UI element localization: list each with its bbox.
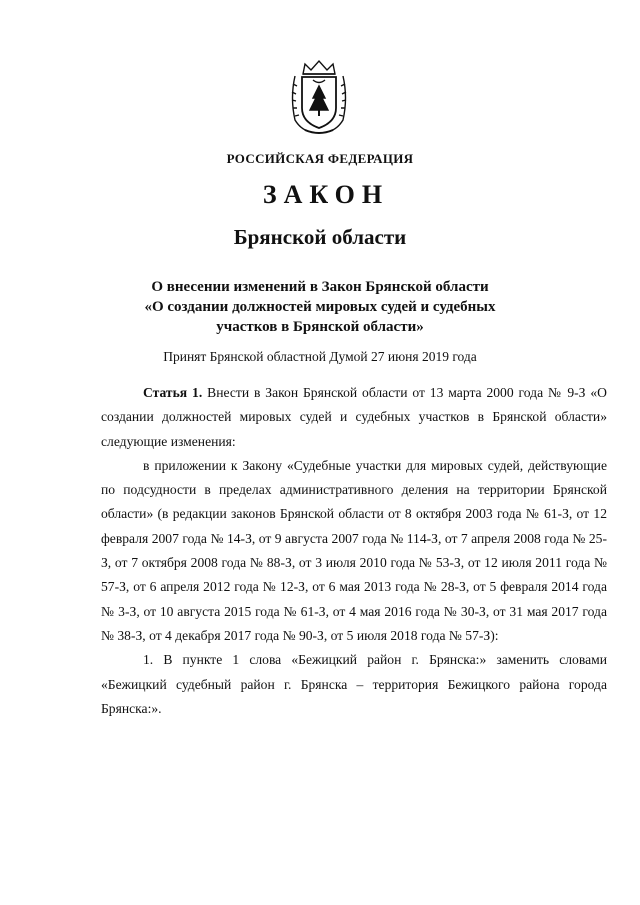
article-label: Статья 1. bbox=[143, 385, 203, 400]
law-body bbox=[101, 381, 607, 721]
law-subject bbox=[0, 277, 640, 337]
adoption-line: Принят Брянской областной Думой 27 июня 2019 года bbox=[163, 349, 477, 364]
federation-heading: РОССИЙСКАЯ ФЕДЕРАЦИЯ bbox=[226, 151, 414, 166]
subject-line: участков в Брянской области» bbox=[216, 319, 424, 335]
region-heading: Брянской области bbox=[233, 225, 407, 249]
law-title: ЗАКОН bbox=[262, 180, 390, 209]
subject-line: О внесении изменений в Закон Брянской области bbox=[151, 279, 489, 295]
coat-of-arms-icon bbox=[289, 58, 349, 138]
article-intro-paragraph bbox=[101, 381, 607, 454]
article-intro: Внести в Закон Брянской области от 13 марта 2000 года № 9-З «О создании должностей мировых судей и судебных участков в Брянской области» следующие изменения: bbox=[101, 385, 607, 449]
amendment-item-1: 1. В пункте 1 слова «Бежицкий район г. Брянска:» заменить словами «Бежицкий судебный район г. Брянска – территория Бежицкого района города Брянска:». bbox=[101, 652, 607, 716]
subject-line: «О создании должностей мировых судей и судебных bbox=[144, 299, 496, 315]
amendment-paragraph: в приложении к Закону «Судебные участки для мировых судей, действующие по подсудности в пределах административного деления на территории Брянской области» (в редакции законов Брянской области от 8 октября 2003 года № 61-З, от 12 февраля 2007 года № 14-З, от 9 августа 2007 года № 114-З, от 7 апреля 2008 года № 25-З, от 7 октября 2008 года № 88-З, от 3 июля 2010 года № 53-З, от 12 июля 2011 года № 57-З, от 6 апреля 2012 года № 12-З, от 6 мая 2013 года № 28-З, от 5 февраля 2014 года № 3-З, от 10 августа 2015 года № 61-З, от 4 мая 2016 года № 30-З, от 31 мая 2017 года № 38-З, от 4 декабря 2017 года № 90-З, от 5 июля 2018 года № 57-З): bbox=[101, 457, 607, 643]
